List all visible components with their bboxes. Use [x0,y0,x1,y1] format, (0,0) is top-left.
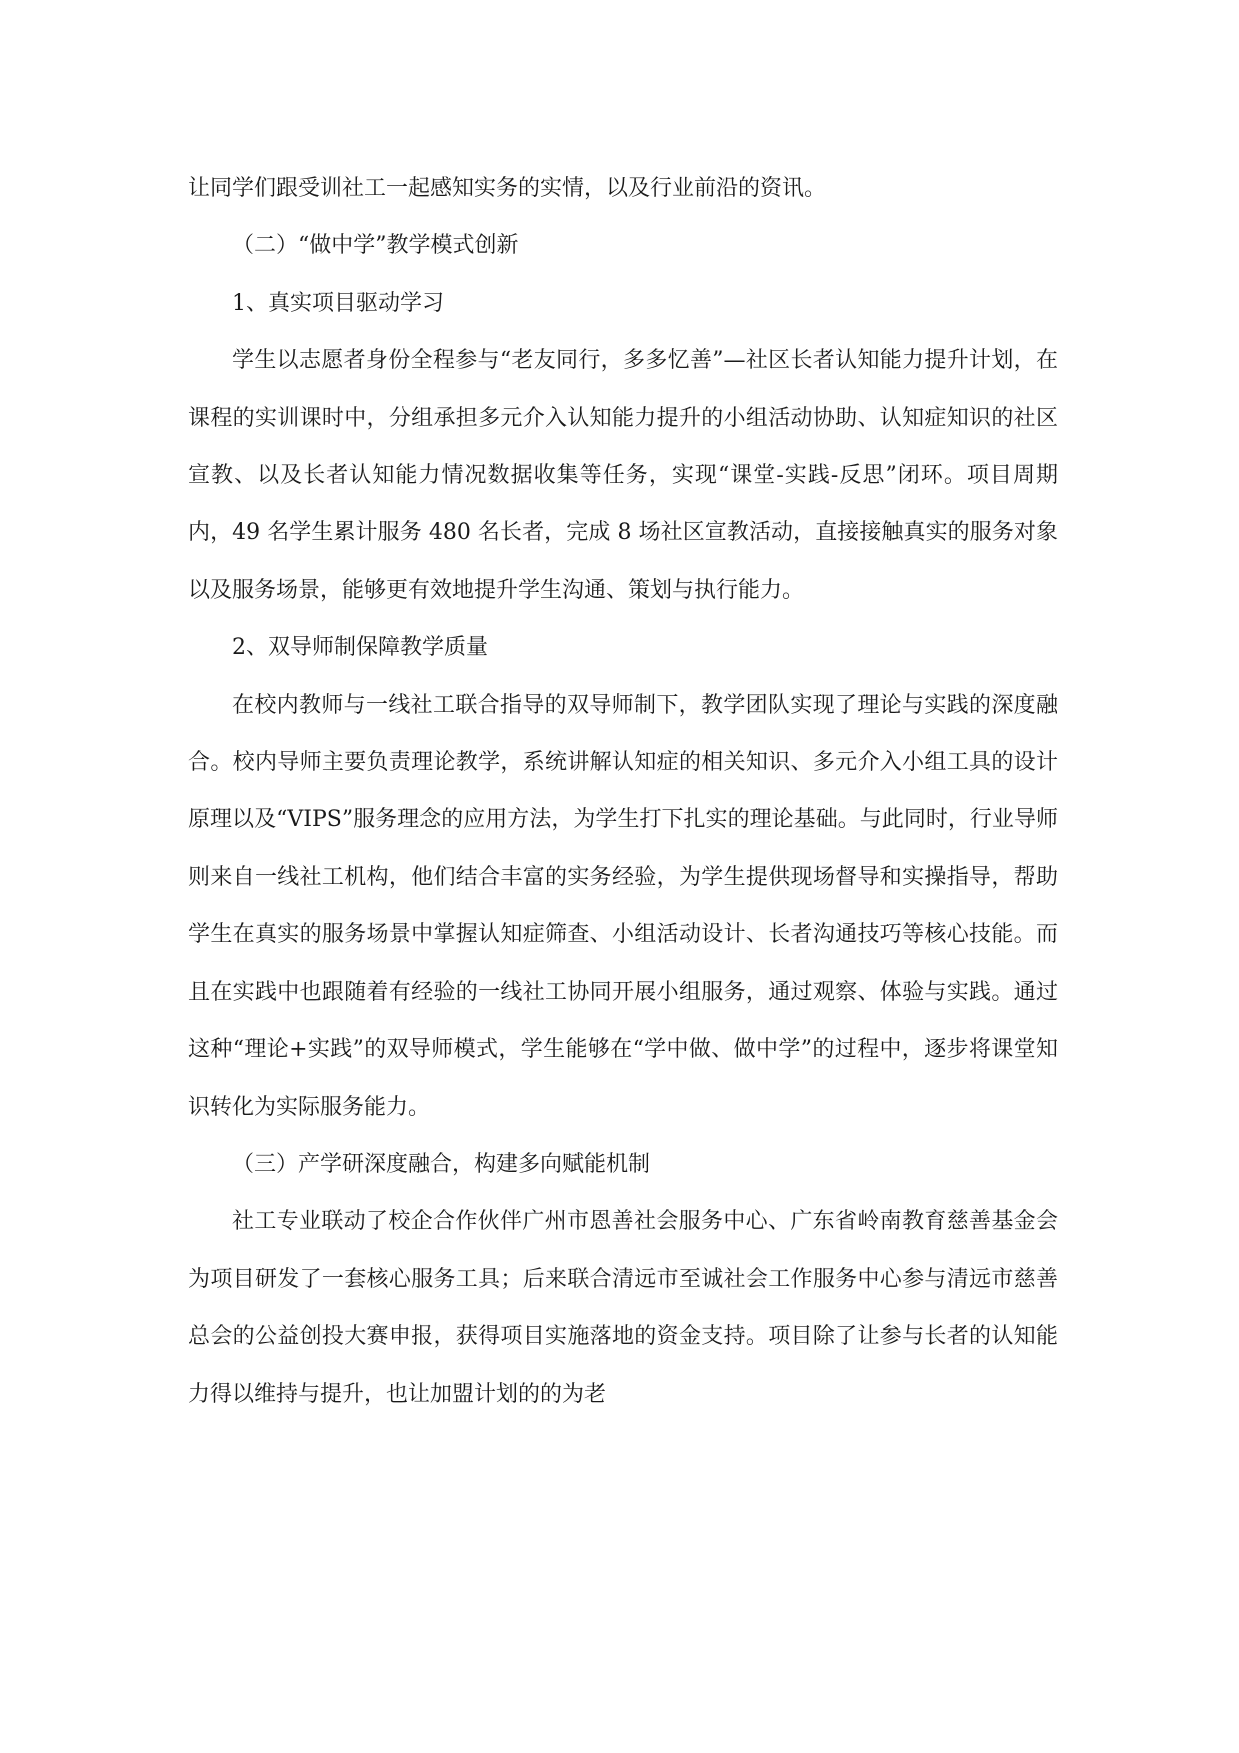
paragraph-industry-integration: 社工专业联动了校企合作伙伴广州市恩善社会服务中心、广东省岭南教育慈善基金会为项目研发了一套核心服务工具；后来联合清远市至诚社会工作服务中心参与清远市慈善总会的公益创投大赛申报，获得项目实施落地的资金支持。项目除了让参与长者的认知能力得以维持与提升，也让加盟计划的的为老 [188,1209,1058,1407]
subsection-heading-2: 2、双导师制保障教学质量 [232,635,488,661]
document-body [188,160,1058,1423]
subsection-heading-1: 1、真实项目驱动学习 [232,290,444,316]
paragraph-continuation: 让同学们跟受训社工一起感知实务的实情，以及行业前沿的资讯。 [188,176,827,201]
section-heading-2: （二）“做中学”教学模式创新 [232,233,519,259]
paragraph-dual-mentor: 在校内教师与一线社工联合指导的双导师制下，教学团队实现了理论与实践的深度融合。校内导师主要负责理论教学，系统讲解认知症的相关知识、多元介入小组工具的设计原理以及“VIPS”服务理念的应用方法，为学生打下扎实的理论基础。与此同时，行业导师则来自一线社工机构，他们结合丰富的实务经验，为学生提供现场督导和实操指导，帮助学生在真实的服务场景中掌握认知症筛查、小组活动设计、长者沟通技巧等核心技能。而且在实践中也跟随着有经验的一线社工协同开展小组服务，通过观察、体验与实践。通过这种“理论+实践”的双导师模式，学生能够在“学中做、做中学”的过程中，逐步将课堂知识转化为实际服务能力。 [188,692,1058,1120]
paragraph-project-learning: 学生以志愿者身份全程参与“老友同行，多多忆善”—社区长者认知能力提升计划，在课程的实训课时中，分组承担多元介入认知能力提升的小组活动协助、认知症知识的社区宣教、以及长者认知能力情况数据收集等任务，实现“课堂-实践-反思”闭环。项目周期内，49 名学生累计服务 480 名长者，完成 8 场社区宣教活动，直接接触真实的服务对象以及服务场景，能够更有效地提升学生沟通、策划与执行能力。 [188,348,1058,603]
section-heading-3: （三）产学研深度融合，构建多向赋能机制 [232,1151,651,1177]
